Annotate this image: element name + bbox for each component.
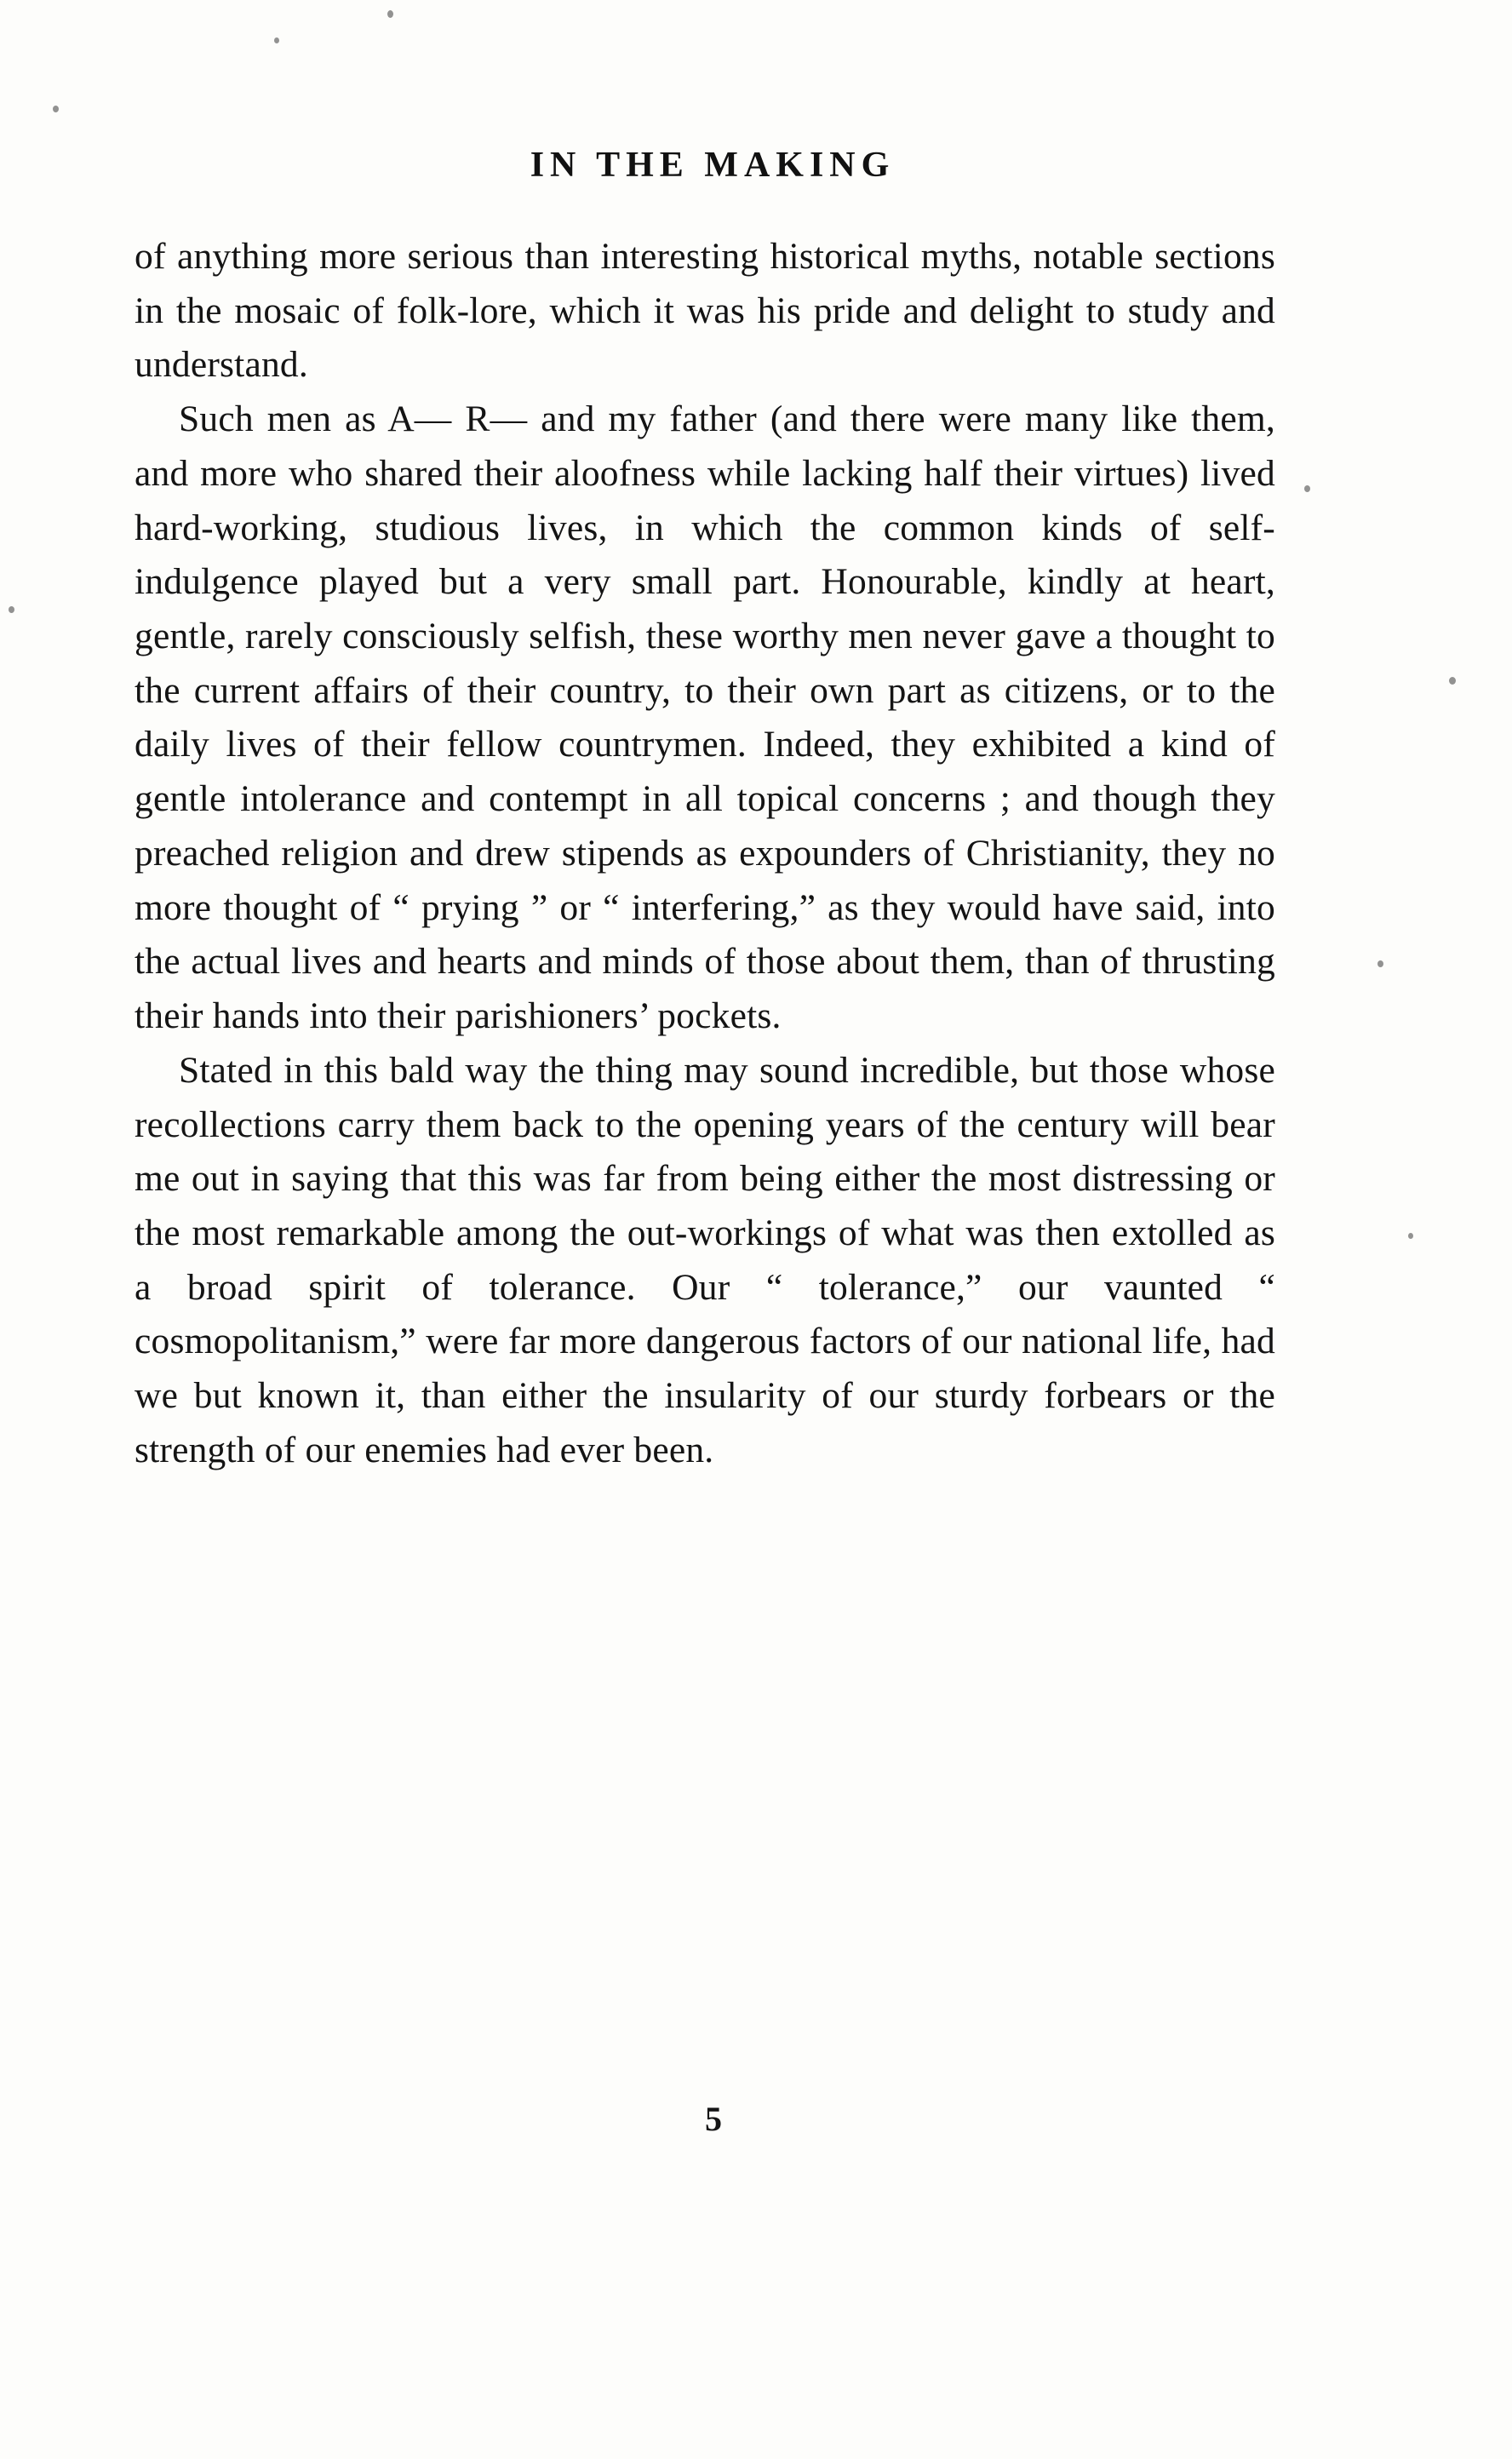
scan-speck	[9, 606, 14, 613]
page-title: IN THE MAKING	[530, 146, 896, 185]
scan-speck	[1449, 677, 1456, 685]
scan-speck	[1408, 1233, 1413, 1239]
scan-speck	[274, 37, 279, 43]
page-number: 5	[705, 2100, 722, 2138]
page-content	[135, 145, 1275, 1478]
scan-speck	[53, 106, 59, 112]
body-paragraph: Such men as A— R— and my father (and there were many like them, and more who shared their aloofness while lacking half their virtues) lived hard-working, studious lives, in which the common kinds of self-indulgence played but a very small part. Honourable, kindly at heart, gentle, rarely consciously selfish, these worthy men never gave a thought to the current affairs of their country, to their own part as citizens, or to the daily lives of their fellow countrymen. Indeed, they exhibited a kind of gentle intolerance and contempt in all topical concerns ; and though they preached religion and drew stipends as expounders of Christianity, they no more thought of “ prying ” or “ interfering,” as they would have said, into the actual lives and hearts and minds of those about them, than of thrusting their hands into their parishioners’ pockets.	[135, 398, 1275, 1037]
scan-speck	[387, 10, 393, 18]
scan-speck	[1304, 485, 1310, 492]
body-paragraph: of anything more serious than interesting historical myths, notable sections in the mosaic of folk-lore, which it was his pride and delight to study and understand.	[135, 236, 1275, 386]
body-paragraph: Stated in this bald way the thing may sound incredible, but those whose recollections carry them back to the opening years of the century will bear me out in saying that this was far from being either the most distressing or the most remarkable among the out-workings of what was then extolled as a broad spirit of tolerance. Our “ tolerance,” our vaunted “ cosmopolitanism,” were far more dangerous factors of our national life, had we but known it, than either the insularity of our sturdy forbears or the strength of our enemies had ever been.	[135, 1049, 1275, 1470]
scan-speck	[1377, 960, 1383, 967]
